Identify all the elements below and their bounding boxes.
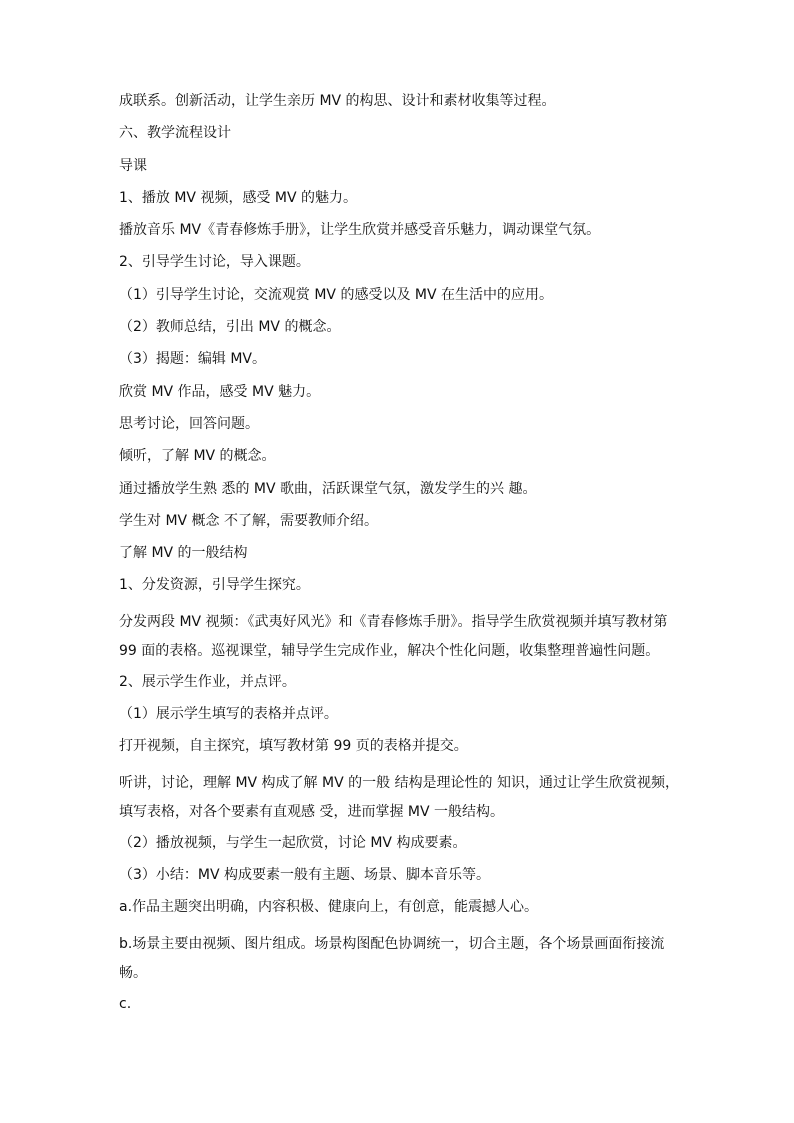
step-heading: 1、分发资源，引导学生探究。 [119,577,310,594]
list-item: b.场景主要由视频、图片组成。场景构图配色协调统一，切合主题，各个场景画面衔接流畅。 [119,935,665,981]
step-heading: 1、播放 MV 视频，感受 MV 的魅力。 [119,189,358,206]
paragraph: 播放音乐 MV《青春修炼手册》，让学生欣赏并感受音乐魅力，调动课堂气氛。 [119,222,601,239]
section-heading: 六、教学流程设计 [119,125,231,142]
step-heading: 2、引导学生讨论，导入课题。 [119,254,310,271]
paragraph: 倾听，了解 MV 的概念。 [119,448,276,465]
subsection-heading: 导课 [119,157,147,174]
subsection-heading: 了解 MV 的一般结构 [119,545,248,562]
list-item: （1）引导学生讨论，交流观赏 MV 的感受以及 MV 在生活中的应用。 [119,286,554,303]
paragraph: 欣赏 MV 作品，感受 MV 魅力。 [119,383,321,400]
paragraph: 听讲，讨论，理解 MV 构成了解 MV 的一般 结构是理论性的 知识，通过让学生欣赏视频，填写表格，对各个要素有直观感 受，进而掌握 MV 一般结构。 [119,774,680,820]
list-item: （1）展示学生填写的表格并点评。 [119,706,338,723]
list-item: （3）小结：MV 构成要素一般有主题、场景、脚本音乐等。 [119,866,491,883]
paragraph: 成联系。创新活动，让学生亲历 MV 的构思、设计和素材收集等过程。 [119,93,556,109]
list-item: （3）揭题：编辑 MV。 [119,351,267,368]
list-item: （2）教师总结，引出 MV 的概念。 [119,319,341,336]
paragraph: 打开视频，自主探究，填写教材第 99 页的表格并提交。 [119,738,468,755]
paragraph: 分发两段 MV 视频：《武夷好风光》和《青春修炼手册》。指导学生欣赏视频并填写教材第 99 面的表格。巡视课堂，辅导学生完成作业，解决个性化问题，收集整理普遍性问题。 [119,613,668,659]
paragraph: 通过播放学生熟 悉的 MV 歌曲，活跃课堂气氛，激发学生的兴 趣。 [119,480,537,497]
list-item: c. [119,995,132,1012]
paragraph: 思考讨论，回答问题。 [119,415,259,432]
list-item: a.作品主题突出明确，内容积极、健康向上，有创意，能震撼人心。 [119,899,539,916]
paragraph: 学生对 MV 概念 不了解，需要教师介绍。 [119,512,379,529]
document-body [119,91,679,1026]
list-item: （2）播放视频，与学生一起欣赏，讨论 MV 构成要素。 [119,834,467,851]
step-heading: 2、展示学生作业，并点评。 [119,673,296,690]
